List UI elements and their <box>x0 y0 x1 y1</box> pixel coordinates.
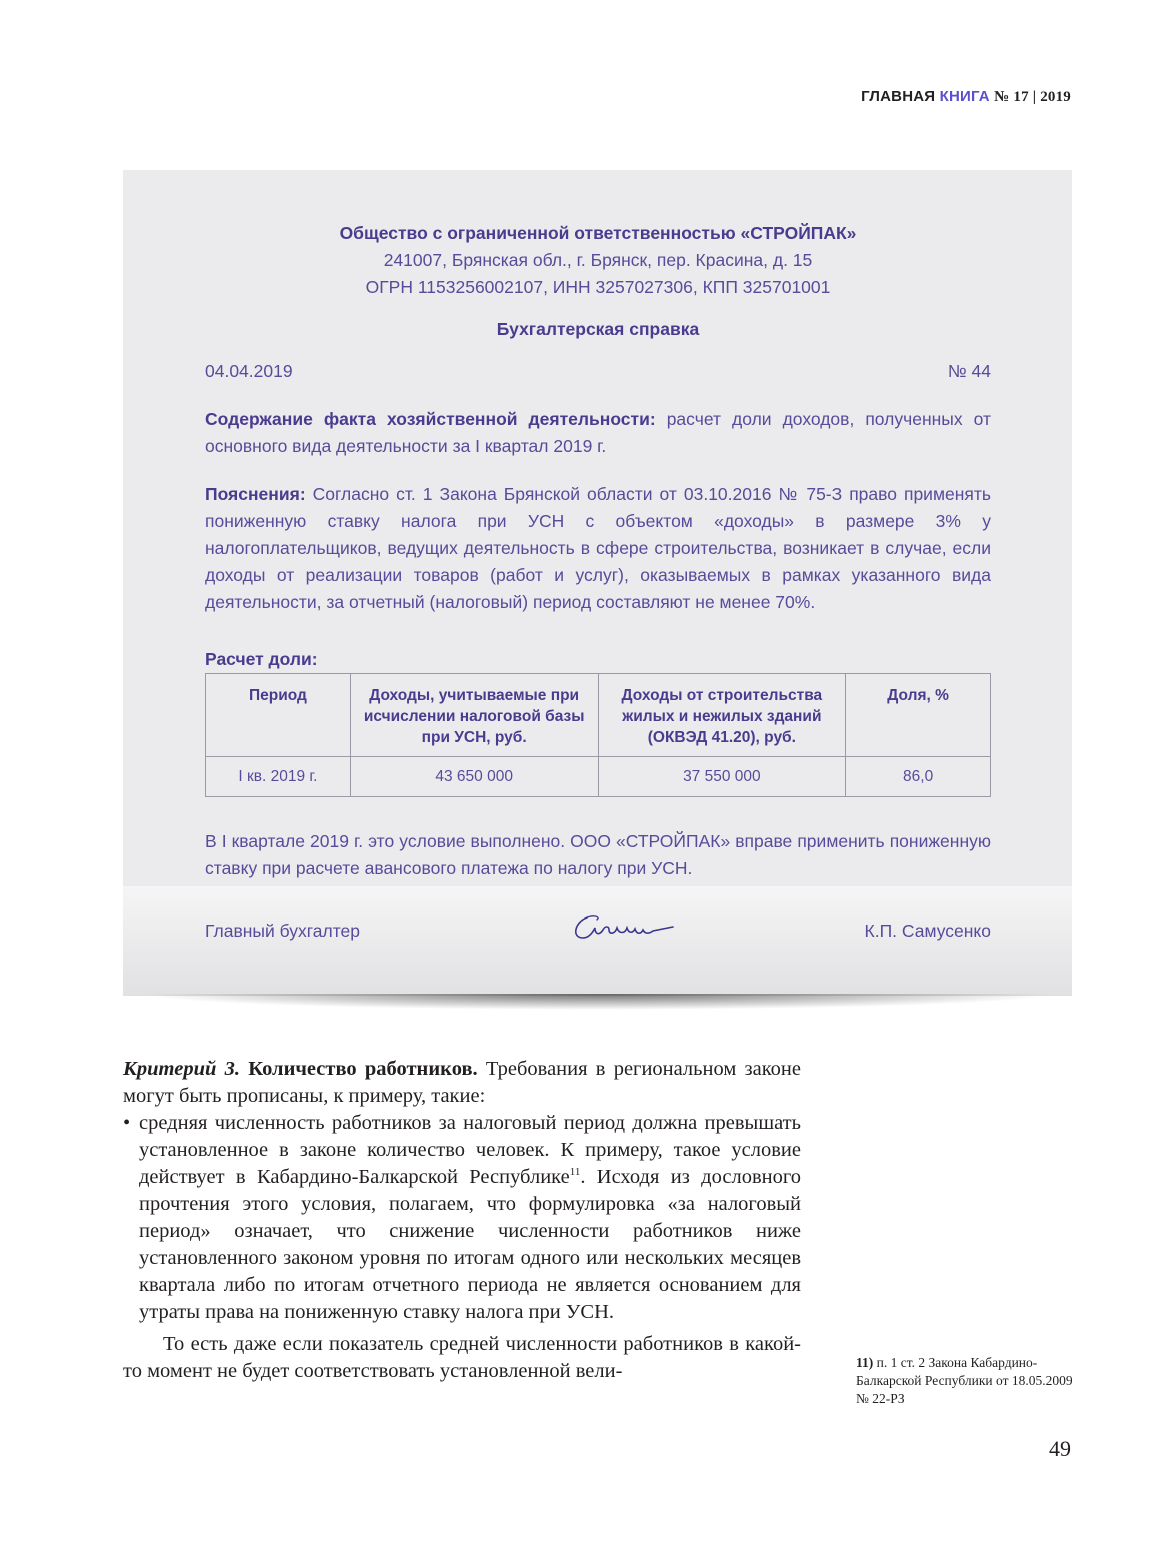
running-head <box>861 88 1071 106</box>
notes-label: Пояснения: <box>205 484 306 504</box>
doc-title: Бухгалтерская справка <box>496 319 700 339</box>
table-row <box>206 757 991 797</box>
doc-number: № 44 <box>947 361 991 381</box>
table-cell: 43 650 000 <box>350 757 598 797</box>
magazine-name: ГЛАВНАЯ <box>861 88 936 105</box>
bullet-icon: • <box>123 1112 131 1134</box>
handwritten-signature <box>571 908 681 948</box>
content-text: расчет доли доходов, полученных от основного вида деятельности за I квартал 2019 г. <box>205 409 991 456</box>
signer-position: Главный бухгалтер <box>205 921 360 941</box>
intro-text: Требования в региональном законе могут быть прописаны, к примеру, такие: <box>123 1058 801 1107</box>
footnote-ref: 11 <box>569 1166 581 1179</box>
document-shadow <box>140 994 1055 1010</box>
org-address: 241007, Брянская обл., г. Брянск, пер. Красина, д. 15 <box>383 250 813 270</box>
issue-number: № 17 | 2019 <box>994 89 1071 105</box>
footnote <box>856 1354 1076 1408</box>
calc-label: Расчет доли: <box>205 649 318 669</box>
article-paragraph: То есть даже если показатель средней численности работников в какой-то момент не будет соответствовать установленной вели- <box>123 1333 801 1382</box>
content-label: Содержание факта хозяйственной деятельности: <box>205 409 656 429</box>
notes-text: Согласно ст. 1 Закона Брянской области от 03.10.2016 № 75-З право применять пониженную ставку налога при УСН с объектом «доходы» в размере 3% у налогоплательщиков, ведущих деятельность в сфере строительства, возникает в случае, если доходы от реализации товаров (работ и услуг), оказываемых в рамках указанного вида деятельности, за отчетный (налоговый) период составляют не менее 70%. <box>205 484 991 612</box>
notes-paragraph <box>205 481 991 616</box>
org-ids: ОГРН 1153256002107, ИНН 3257027306, КПП 325701001 <box>365 277 831 297</box>
org-name: Общество с ограниченной ответственностью «СТРОЙПАК» <box>339 223 857 243</box>
table-header-cell: Доходы от строительства жилых и нежилых зданий (ОКВЭД 41.20), руб. <box>598 674 846 757</box>
table-cell: 86,0 <box>846 757 991 797</box>
article-body <box>123 1056 801 1385</box>
date-row <box>205 358 991 385</box>
content-paragraph <box>205 406 991 460</box>
bullet-text-cont: . Исходя из дословного прочтения этого условия, полагаем, что формулировка «за налоговый период» означает, что снижение численности работников ниже установленного законом уровня по итогам одного или нескольких месяцев квартала либо по итогам отчетного периода не является основанием для утраты права на пониженную ставку налога при УСН. <box>139 1166 801 1323</box>
signer-name: К.П. Самусенко <box>864 921 991 941</box>
table-cell: I кв. 2019 г. <box>206 757 351 797</box>
conclusion: В I квартале 2019 г. это условие выполнено. ООО «СТРОЙПАК» вправе применить пониженную ставку при расчете авансового платежа по налогу при УСН. <box>205 831 991 878</box>
criterion-number: Критерий 3. <box>123 1058 240 1080</box>
calc-table <box>205 673 991 797</box>
table-header-cell: Период <box>206 674 351 757</box>
org-header <box>205 220 991 301</box>
table-header-row <box>206 674 991 757</box>
page-number: 49 <box>1049 1436 1071 1461</box>
article-intro <box>123 1056 801 1110</box>
footnote-number: 11) <box>856 1355 874 1370</box>
table-header-cell: Доля, % <box>846 674 991 757</box>
magazine-name-accent: КНИГА <box>939 88 990 105</box>
footnote-text: п. 1 ст. 2 Закона Кабардино-Балкарской Республики от 18.05.2009 № 22-РЗ <box>856 1355 1073 1406</box>
table-header-cell: Доходы, учитываемые при исчислении налоговой базы при УСН, руб. <box>350 674 598 757</box>
criterion-title: Количество работников. <box>240 1058 478 1080</box>
list-item <box>123 1110 801 1326</box>
doc-date: 04.04.2019 <box>205 361 293 381</box>
bullet-text: средняя численность работников за налоговый период должна превышать установленное в законе количество человек. К примеру, такое условие действует в Кабардино-Балкарской Республике <box>139 1112 801 1188</box>
table-cell: 37 550 000 <box>598 757 846 797</box>
